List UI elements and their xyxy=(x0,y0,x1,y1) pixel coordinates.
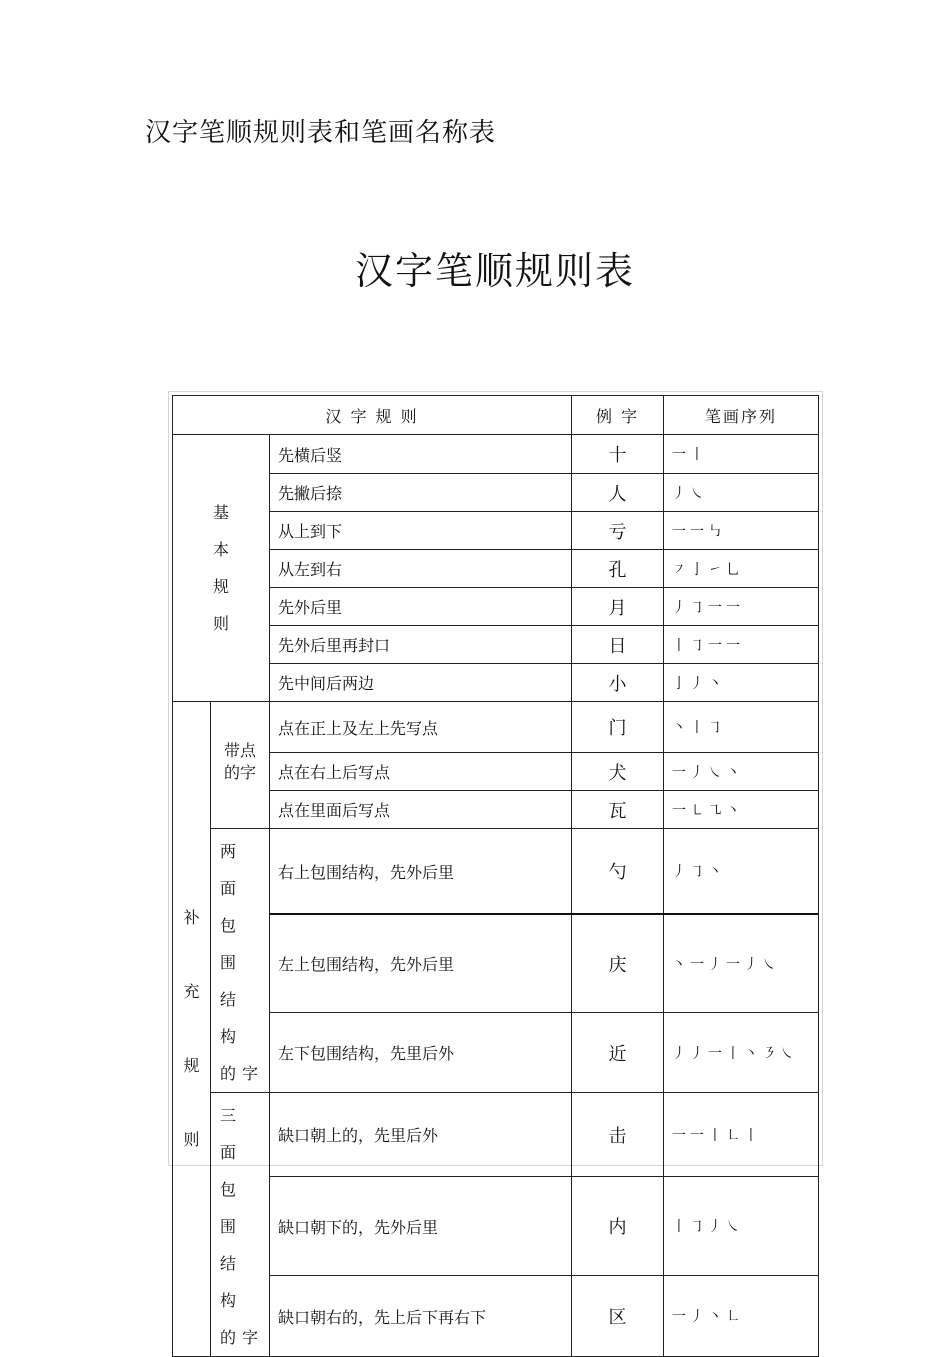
table-row xyxy=(173,914,819,1013)
table-header-row xyxy=(173,396,819,435)
table-row xyxy=(173,1093,819,1177)
table-row xyxy=(173,664,819,702)
rule-text: 先外后里再封口 xyxy=(270,626,572,664)
rule-text: 缺口朝上的，先里后外 xyxy=(270,1093,572,1177)
rule-text: 从左到右 xyxy=(270,550,572,588)
supplement-rules-label: 补 充 规 则 xyxy=(173,702,211,1357)
subgroup-label-two-sided: 两 面 包 围 结 构 的字 xyxy=(211,829,270,1093)
document-title: 汉字笔顺规则表和笔画名称表 xyxy=(145,118,497,148)
table-row xyxy=(173,435,819,474)
rule-text: 左下包围结构，先里后外 xyxy=(270,1013,572,1093)
rule-text: 先横后竖 xyxy=(270,435,572,474)
example-char: 小 xyxy=(572,664,664,702)
stroke-sequence: ㇇亅㇀乚 xyxy=(664,550,819,588)
example-char: 勺 xyxy=(572,829,664,915)
header-example: 例 字 xyxy=(572,396,664,435)
rule-text: 先外后里 xyxy=(270,588,572,626)
stroke-sequence: 一㇄㇈丶 xyxy=(664,791,819,829)
stroke-sequence: 丶丨㇆ xyxy=(664,702,819,753)
table-row xyxy=(173,753,819,791)
table-row xyxy=(173,626,819,664)
example-char: 内 xyxy=(572,1177,664,1276)
example-char: 犬 xyxy=(572,753,664,791)
stroke-sequence: 一丨 xyxy=(664,435,819,474)
table-row xyxy=(173,512,819,550)
stroke-sequence: 丿㇆一一 xyxy=(664,588,819,626)
example-char: 瓦 xyxy=(572,791,664,829)
table-row xyxy=(173,791,819,829)
stroke-sequence: 一一㇉ xyxy=(664,512,819,550)
stroke-sequence: 丨㇆一一 xyxy=(664,626,819,664)
rule-text: 点在右上后写点 xyxy=(270,753,572,791)
rule-text: 点在里面后写点 xyxy=(270,791,572,829)
stroke-sequence: 丿㇆丶 xyxy=(664,829,819,915)
stroke-sequence: 丶一丿一丿㇏ xyxy=(664,914,819,1013)
example-char: 孔 xyxy=(572,550,664,588)
rule-text: 点在正上及左上先写点 xyxy=(270,702,572,753)
example-char: 亏 xyxy=(572,512,664,550)
stroke-sequence: 丿丿一丨丶㇋㇏ xyxy=(664,1013,819,1093)
table-row xyxy=(173,1177,819,1276)
example-char: 日 xyxy=(572,626,664,664)
example-char: 近 xyxy=(572,1013,664,1093)
rule-text: 左上包围结构，先外后里 xyxy=(270,914,572,1013)
table-row xyxy=(173,588,819,626)
rule-text: 从上到下 xyxy=(270,512,572,550)
table-row xyxy=(173,702,819,753)
stroke-sequence: 一丿㇏丶 xyxy=(664,753,819,791)
stroke-sequence: 丨㇆丿㇏ xyxy=(664,1177,819,1276)
example-char: 庆 xyxy=(572,914,664,1013)
header-strokes: 笔画序列 xyxy=(664,396,819,435)
table-row xyxy=(173,550,819,588)
stroke-sequence: 亅丿丶 xyxy=(664,664,819,702)
example-char: 区 xyxy=(572,1276,664,1357)
stroke-sequence: 一丿丶㇗ xyxy=(664,1276,819,1357)
example-char: 月 xyxy=(572,588,664,626)
example-char: 门 xyxy=(572,702,664,753)
subgroup-label-dotted: 带点的字 xyxy=(211,702,270,829)
table-row xyxy=(173,474,819,512)
subgroup-label-three-sided: 三 面 包 围 结 构 的字 xyxy=(211,1093,270,1357)
example-char: 人 xyxy=(572,474,664,512)
stroke-sequence: 一一丨㇗丨 xyxy=(664,1093,819,1177)
stroke-sequence: 丿㇏ xyxy=(664,474,819,512)
stroke-order-rules-table xyxy=(172,395,819,1357)
rule-text: 先中间后两边 xyxy=(270,664,572,702)
example-char: 击 xyxy=(572,1093,664,1177)
header-rule: 汉 字 规 则 xyxy=(173,396,572,435)
table-row xyxy=(173,829,819,915)
table-row xyxy=(173,1013,819,1093)
rule-text: 缺口朝下的，先外后里 xyxy=(270,1177,572,1276)
table-heading: 汉字笔顺规则表 xyxy=(354,249,635,293)
example-char: 十 xyxy=(572,435,664,474)
rule-text: 右上包围结构，先外后里 xyxy=(270,829,572,915)
table-row xyxy=(173,1276,819,1357)
basic-rules-label: 基 本 规 则 xyxy=(173,435,270,702)
rule-text: 缺口朝右的，先上后下再右下 xyxy=(270,1276,572,1357)
rule-text: 先撇后捺 xyxy=(270,474,572,512)
